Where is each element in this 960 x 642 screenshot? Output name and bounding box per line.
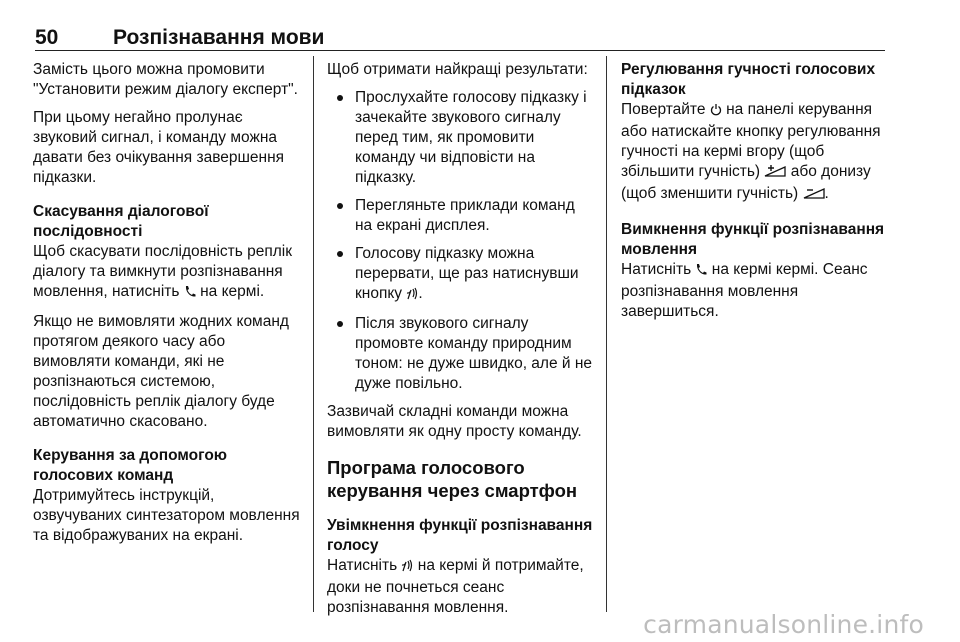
page-number: 50 bbox=[35, 26, 59, 49]
list-item: Після звукового сигналу промовте команду природним тоном: не дуже швидко, але й не дуже повільно. bbox=[327, 314, 595, 394]
section-heading-control: Керування за допомогою голосових команд bbox=[33, 447, 228, 484]
paragraph: Замість цього можна промовити "Установити режим діалогу експерт". bbox=[33, 61, 298, 98]
column-1 bbox=[33, 60, 301, 554]
phone-end-icon bbox=[695, 262, 707, 282]
column-2 bbox=[327, 60, 595, 626]
list-item-text: . bbox=[418, 285, 423, 302]
list-item: Прослухайте голосову підказку і зачекайте звукового сигналу перед тим, як промовити команду чи відповісти на підказку. bbox=[327, 88, 595, 188]
paragraph-text: Натисніть bbox=[621, 261, 692, 278]
paragraph: Щоб отримати найкращі результати: bbox=[327, 61, 588, 78]
section-heading-disable: Вимкнення функції розпізнавання мовлення bbox=[621, 221, 885, 258]
paragraph-text: Повертайте bbox=[621, 101, 706, 118]
paragraph-text: на кермі кермі. Сеанс розпізнавання мовлення завершиться. bbox=[621, 261, 868, 320]
phone-end-icon bbox=[184, 284, 196, 304]
paragraph-text: Щоб скасувати послідовність реплік діалогу та вимкнути розпізнавання мовлення, натисніть bbox=[33, 243, 293, 300]
paragraph: При цьому негайно пролунає звуковий сигнал, і команду можна давати без очікування завершення підказки. bbox=[33, 109, 285, 186]
list-item: Перегляньте приклади команд на екрані дисплея. bbox=[327, 196, 595, 236]
section-heading-program: Програма голосового керування через смартфон bbox=[327, 457, 578, 501]
paragraph-text: Натисніть bbox=[327, 557, 398, 574]
voice-icon bbox=[401, 558, 413, 578]
list-item-text: Голосову підказку можна перервати, ще раз натиснувши кнопку bbox=[355, 245, 579, 302]
column-divider bbox=[606, 56, 607, 612]
column-divider bbox=[313, 56, 314, 612]
paragraph-text: на кермі й потримайте, доки не почнеться сеанс розпізнавання мовлення. bbox=[327, 557, 584, 616]
volume-up-icon bbox=[764, 164, 786, 184]
paragraph bbox=[621, 260, 889, 322]
paragraph bbox=[621, 100, 889, 206]
paragraph-text: на панелі керування або натискайте кнопку регулювання гучності на кермі вгору (щоб збільшити гучність) bbox=[621, 101, 881, 180]
volume-down-icon bbox=[803, 186, 825, 206]
tips-list bbox=[327, 88, 595, 394]
voice-icon bbox=[406, 286, 418, 306]
paragraph bbox=[327, 556, 595, 618]
column-3 bbox=[621, 60, 889, 330]
paragraph: Зазвичай складні команди можна вимовляти як одну просту команду. bbox=[327, 403, 582, 440]
section-heading-volume: Регулювання гучності голосових підказок bbox=[621, 61, 876, 98]
paragraph: Якщо не вимовляти жодних команд протягом деякого часу або вимовляти команди, які не розпізнаються системою, послідовність реплік діалогу буде автоматично скасовано. bbox=[33, 313, 289, 430]
paragraph-text: або донизу (щоб зменшити гучність) bbox=[621, 163, 871, 202]
watermark: carmanualsonline.info bbox=[643, 610, 924, 639]
list-item bbox=[327, 244, 595, 306]
paragraph bbox=[33, 242, 301, 304]
page-header bbox=[35, 26, 885, 51]
section-heading-enable: Увімкнення функції розпізнавання голосу bbox=[327, 517, 593, 554]
page-title: Розпізнавання мови bbox=[113, 26, 325, 49]
paragraph-text: . bbox=[824, 185, 829, 202]
paragraph-text: на кермі. bbox=[200, 283, 265, 300]
power-knob-icon bbox=[710, 102, 722, 122]
section-heading-cancel: Скасування діалогової послідовності bbox=[33, 203, 209, 240]
paragraph: Дотримуйтесь інструкцій, озвучуваних синтезатором мовлення та відображуваних на екрані. bbox=[33, 487, 300, 544]
